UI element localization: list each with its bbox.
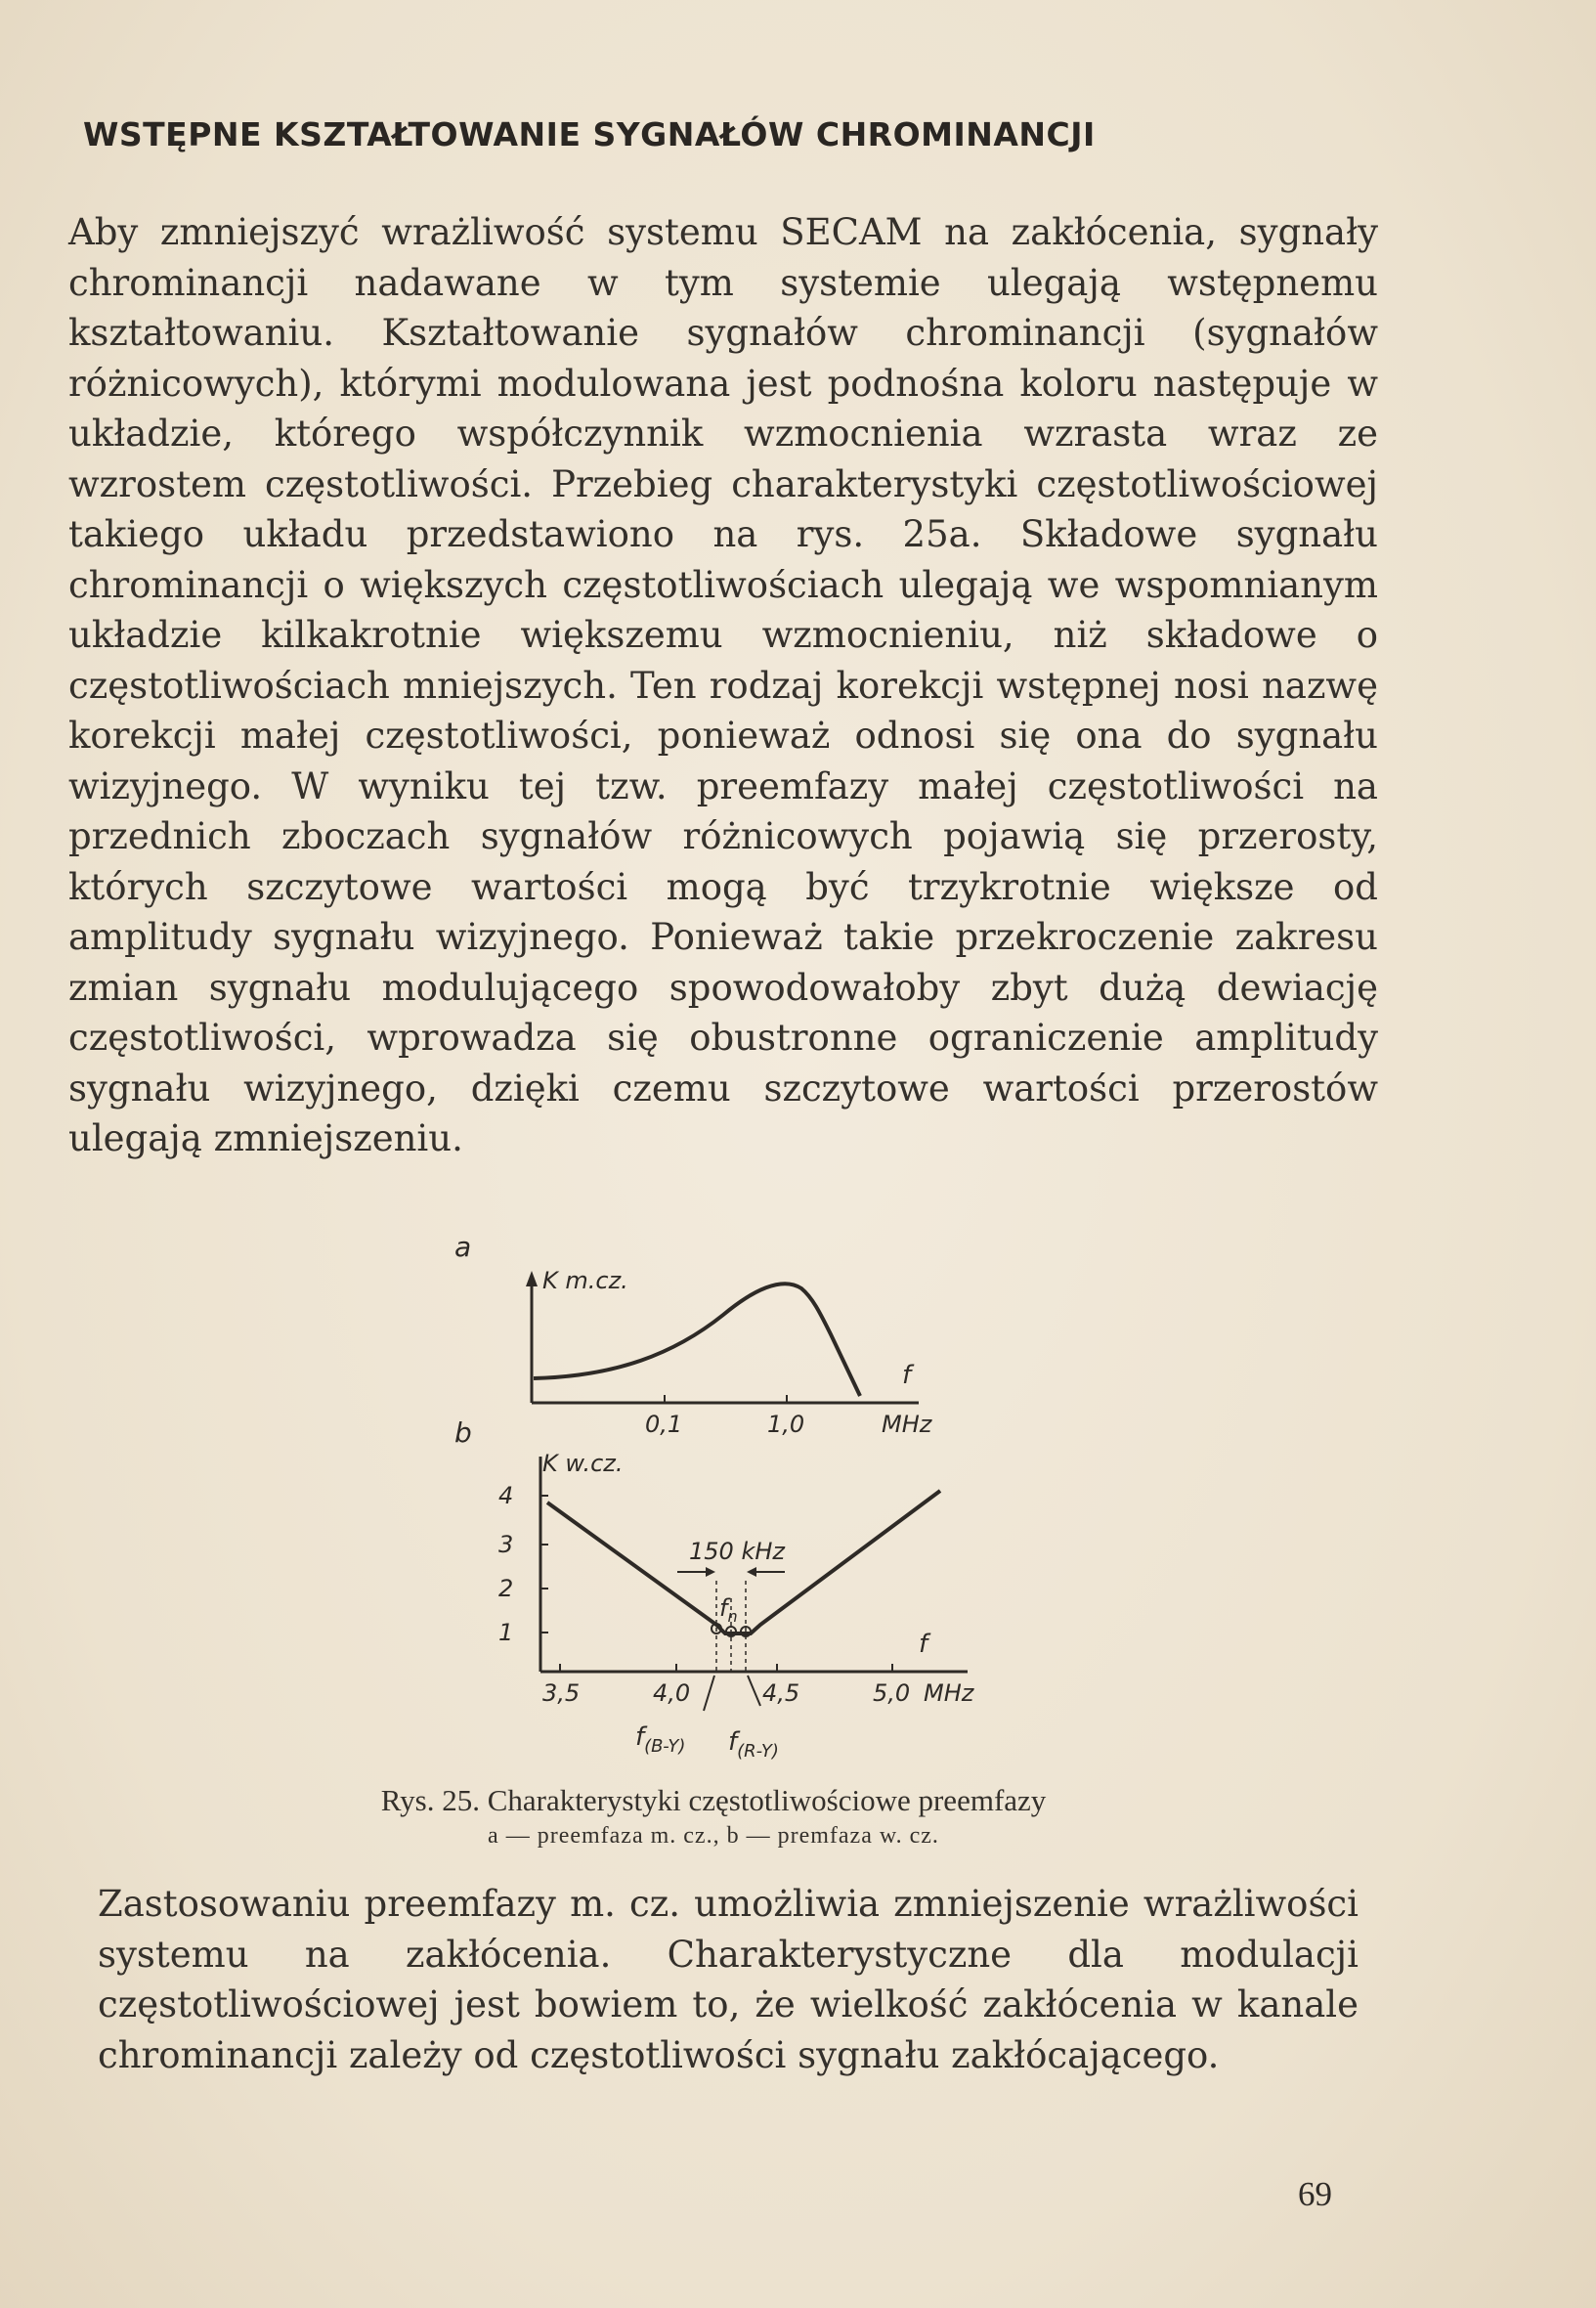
panel-b-xtick-label-5-0: 5,0 (873, 1679, 911, 1707)
panel-b-bw-arrowhead-left (706, 1567, 715, 1577)
panel-b-ytick-label-1: 1 (498, 1619, 514, 1646)
panel-b-center-freq-label: $f_n$ (719, 1594, 738, 1626)
body-paragraph-1: Aby zmniejszyć wrażliwość systemu SECAM na zakłócenia, sygnały chrominancji nadawane w tym systemie ulegają wstępnemu kształtowaniu. Kształtowanie sygnałów chrominancji (sygnałów różnicowych), którymi modulowana jest podnośna koloru następuje w układzie, którego współczynnik wzmocnienia wzrasta wraz ze wzrostem częstotliwości. Przebieg charakterystyki częstotliwościowej takiego układu przedstawiono na rys. 25a. Składowe sygnału chrominancji o większych częstotliwościach ulegają we wspomnianym układzie kilkakrotnie większemu wzmocnieniu, niż składowe o częstotliwościach mniejszych. Ten rodzaj korekcji wstępnej nosi nazwę korekcji małej częstotliwości, ponieważ odnosi się ona do sygnału wizyjnego. W wyniku tej tzw. preemfazy małej częstotliwości na przednich zboczach sygnałów różnicowych pojawią się przerosty, których szczytowe wartości mogą być trzykrotnie większe od amplitudy sygnału wizyjnego. Ponieważ takie przekroczenie zakresu zmian sygnału modulującego spowodowałoby zbyt dużą dewiację częstotliwości, wprowadza się obustronne ograniczenie amplitudy sygnału wizyjnego, dzięki czemu szczytowe wartości przerostów ulegają zmniejszeniu. (68, 211, 1378, 1159)
panel-a-xlabel: f (902, 1361, 912, 1390)
panel-a-y-arrow (526, 1271, 538, 1286)
panel-b-fby-label: $f_{(B-Y)}$ (635, 1722, 686, 1757)
panel-b-label: b (454, 1416, 472, 1449)
caption-line-1: Rys. 25. Charakterystyki częstotliwościowe preemfazy (380, 1783, 1047, 1817)
figure-caption (225, 1781, 1202, 1851)
panel-a-ylabel: K m.cz. (542, 1267, 628, 1294)
body-paragraph-2: Zastosowaniu preemfazy m. cz. umożliwia zmniejszenie wrażliwości systemu na zakłócenia. Charakterystyczne dla modulacji częstotliwościowej jest bowiem to, że wielkość zakłócenia w kanale chrominancji zależy od częstotliwości sygnału zakłócającego. (98, 1883, 1359, 2076)
panel-b-fry-label: $f_{(R-Y)}$ (728, 1727, 779, 1762)
panel-b-bw-arrowhead-right (747, 1567, 756, 1577)
figure-25 (430, 1222, 1016, 1769)
section-heading: WSTĘPNE KSZTAŁTOWANIE SYGNAŁÓW CHROMINANCJI (83, 115, 1096, 153)
panel-a-unit: MHz (882, 1411, 932, 1438)
panel-b-ytick-label-3: 3 (498, 1531, 514, 1558)
panel-b-xtick-label-4-5: 4,5 (762, 1679, 800, 1707)
panel-b-bandwidth-label: 150 kHz (689, 1538, 785, 1565)
page-number: 69 (1298, 2175, 1332, 2213)
panel-b-xlabel: f (919, 1630, 928, 1659)
panel-b-fry-pointer (748, 1676, 760, 1706)
panel-a-label: a (454, 1231, 472, 1263)
panel-b-xtick-label-4-0: 4,0 (653, 1679, 691, 1707)
panel-a-tick-label-1-0: 1,0 (767, 1411, 805, 1438)
panel-b-unit: MHz (924, 1679, 974, 1707)
panel-b-ylabel: K w.cz. (542, 1450, 624, 1477)
panel-b-fby-pointer (704, 1676, 714, 1711)
caption-line-2: a — preemfaza m. cz., b — premfaza w. cz. (488, 1823, 939, 1849)
panel-b-ytick-label-4: 4 (498, 1482, 514, 1509)
panel-a-curve (534, 1284, 860, 1396)
panel-a-tick-label-0-1: 0,1 (645, 1411, 683, 1438)
panel-b-xtick-label-3-5: 3,5 (542, 1679, 581, 1707)
figure-graphics (430, 1222, 1016, 1769)
panel-b-ytick-label-2: 2 (498, 1575, 514, 1602)
